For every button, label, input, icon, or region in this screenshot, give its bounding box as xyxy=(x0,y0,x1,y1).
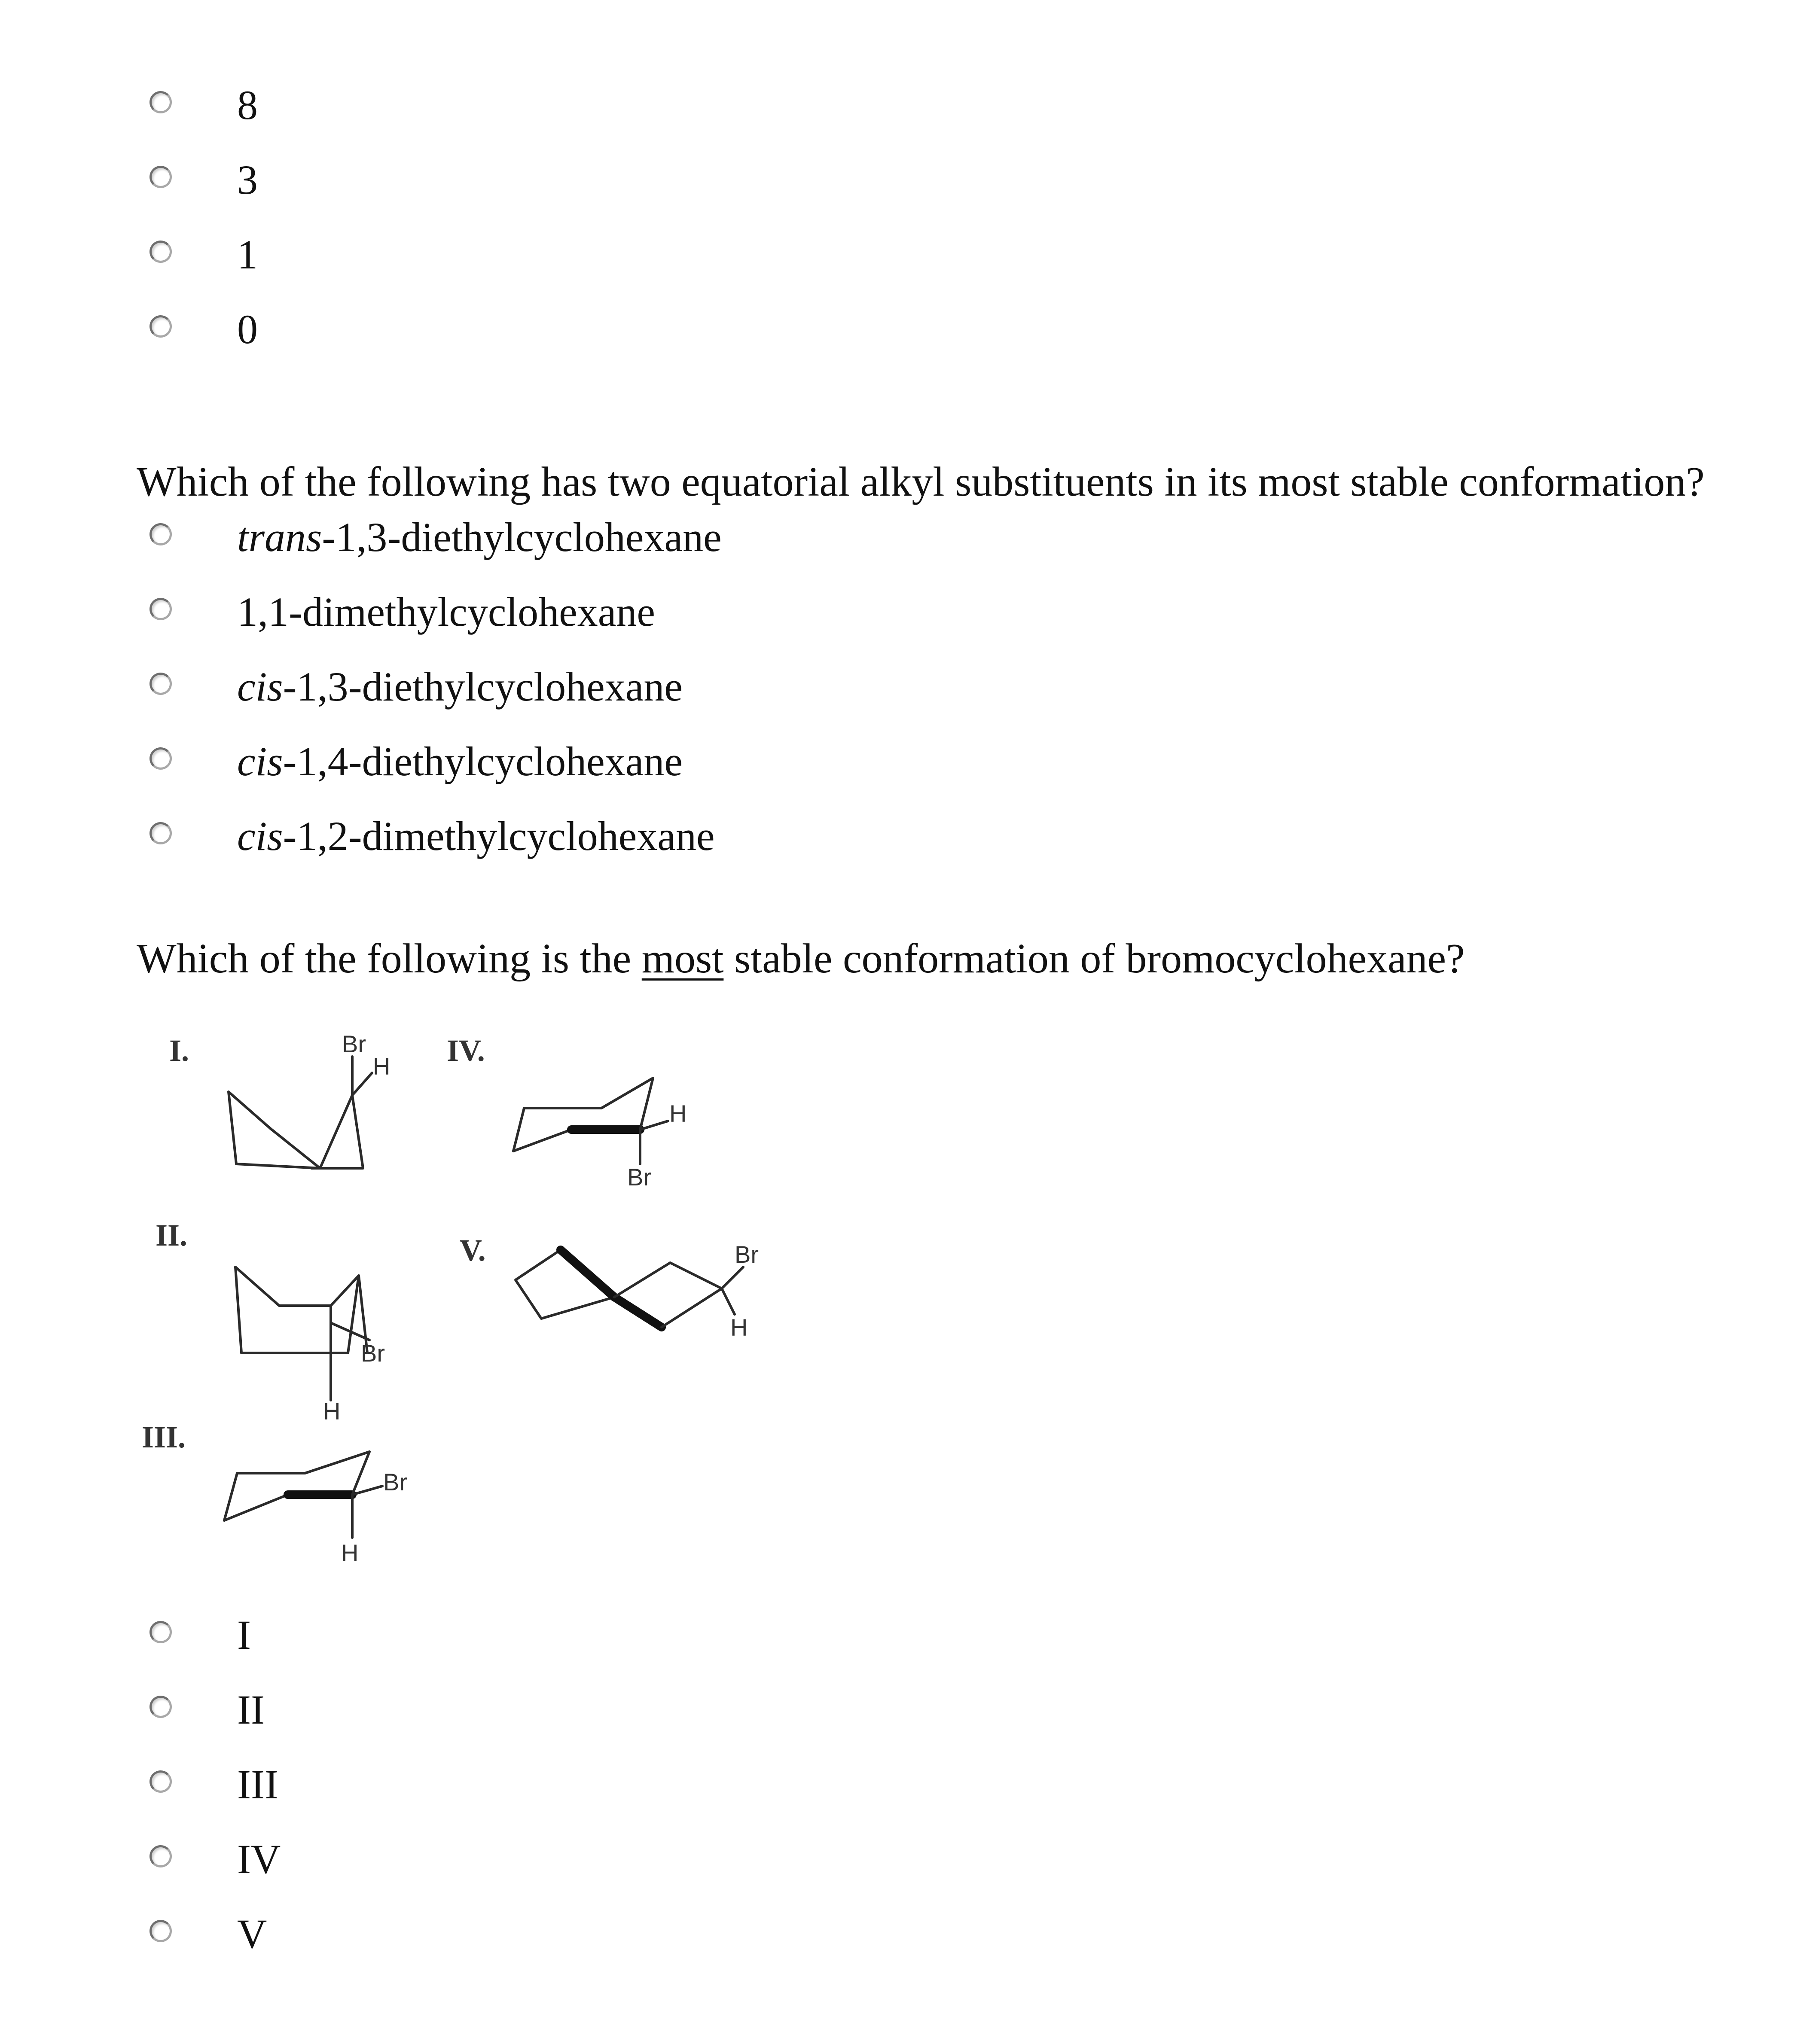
q0-option-3[interactable] xyxy=(0,231,1289,283)
ring-bonds xyxy=(235,1267,359,1306)
radio-button[interactable] xyxy=(150,166,172,188)
q1-option-5[interactable] xyxy=(0,813,1289,864)
atom-label-h: H xyxy=(341,1539,359,1566)
structure-II xyxy=(156,1218,385,1425)
option-label xyxy=(237,663,683,710)
ring-bonds xyxy=(513,1130,571,1151)
radio-button[interactable] xyxy=(150,598,172,620)
option-label: I xyxy=(237,1612,251,1658)
q1-option-1[interactable] xyxy=(0,514,1289,565)
q2-question-text xyxy=(137,933,1465,984)
radio-button[interactable] xyxy=(150,91,172,113)
q1-option-4[interactable] xyxy=(0,738,1289,789)
option-label xyxy=(237,588,655,636)
radio-button[interactable] xyxy=(150,1621,172,1643)
ring-bonds xyxy=(513,1078,653,1151)
atom-label-h: H xyxy=(373,1053,391,1080)
equatorial-bond xyxy=(640,1121,668,1130)
ring-bonds xyxy=(229,1092,320,1168)
equatorial-bond xyxy=(352,1486,382,1495)
equatorial-bond xyxy=(722,1267,743,1289)
question-part: stable conformation of bromocyclohexane? xyxy=(723,935,1465,982)
structure-I xyxy=(169,1030,390,1168)
atom-label-br: Br xyxy=(342,1030,366,1057)
option-name: -1,2-dimethylcyclohexane xyxy=(283,813,715,859)
structure-label: IV. xyxy=(447,1033,485,1068)
structure-label: II. xyxy=(156,1218,188,1252)
radio-button[interactable] xyxy=(150,747,172,770)
ring-bonds xyxy=(224,1495,288,1520)
radio-button[interactable] xyxy=(150,1920,172,1942)
radio-button[interactable] xyxy=(150,822,172,844)
q1-option-3[interactable] xyxy=(0,663,1289,715)
ring-bonds xyxy=(352,1452,369,1495)
option-prefix: cis xyxy=(237,738,283,784)
q0-option-2[interactable] xyxy=(0,156,1289,208)
structure-III xyxy=(142,1420,407,1566)
option-prefix: cis xyxy=(237,813,283,859)
q1-option-2[interactable] xyxy=(0,588,1289,640)
option-label xyxy=(237,813,715,860)
ring-bonds xyxy=(224,1452,369,1520)
question-emphasis: most xyxy=(641,935,724,982)
bold-front-bond xyxy=(614,1297,662,1327)
structure-label: I. xyxy=(169,1033,189,1068)
option-label: II xyxy=(237,1687,265,1733)
radio-button[interactable] xyxy=(150,315,172,338)
radio-button[interactable] xyxy=(150,241,172,263)
option-label: 8 xyxy=(237,82,258,128)
q0-option-4[interactable] xyxy=(0,306,1289,357)
atom-label-br: Br xyxy=(627,1164,651,1191)
option-prefix: trans xyxy=(237,514,322,560)
option-name: -1,4-diethylcyclohexane xyxy=(283,738,683,784)
structure-V xyxy=(460,1233,759,1341)
q2-option-1[interactable] xyxy=(0,1611,1289,1663)
option-label: V xyxy=(237,1911,267,1957)
option-label: 1 xyxy=(237,232,258,277)
atom-label-br: Br xyxy=(361,1340,385,1367)
structure-IV xyxy=(447,1033,686,1191)
equatorial-bond xyxy=(352,1073,372,1095)
radio-button[interactable] xyxy=(150,1845,172,1867)
atom-label-h: H xyxy=(730,1314,748,1341)
atom-label-br: Br xyxy=(383,1468,407,1496)
conformation-structures xyxy=(129,1022,816,1615)
option-label: III xyxy=(237,1761,278,1807)
radio-button[interactable] xyxy=(150,523,172,545)
ring-bonds xyxy=(614,1263,722,1327)
q0-option-1[interactable] xyxy=(0,82,1289,133)
option-label xyxy=(237,738,683,785)
axial-bond xyxy=(722,1289,735,1314)
bold-front-bond xyxy=(561,1250,614,1297)
structure-label: V. xyxy=(460,1233,486,1267)
option-name: 1,1-dimethylcyclohexane xyxy=(237,589,655,635)
q2-option-2[interactable] xyxy=(0,1686,1289,1738)
q2-option-4[interactable] xyxy=(0,1836,1289,1887)
radio-button[interactable] xyxy=(150,1696,172,1718)
option-label xyxy=(237,514,722,561)
radio-button[interactable] xyxy=(150,673,172,695)
option-name: -1,3-diethylcyclohexane xyxy=(322,514,722,560)
radio-button[interactable] xyxy=(150,1770,172,1793)
option-label: IV xyxy=(237,1836,281,1882)
q2-option-3[interactable] xyxy=(0,1761,1289,1812)
ring-bonds xyxy=(235,1267,367,1353)
option-label: 3 xyxy=(237,157,258,203)
q1-question-text: Which of the following has two equatorial alkyl substituents in its most stable conformation? xyxy=(137,459,1705,505)
option-prefix: cis xyxy=(237,664,283,710)
atom-label-h: H xyxy=(669,1100,687,1127)
ring-bonds xyxy=(229,1092,363,1168)
q2-option-5[interactable] xyxy=(0,1910,1289,1962)
option-label: 0 xyxy=(237,306,258,352)
atom-label-h: H xyxy=(323,1398,341,1425)
structure-label: III. xyxy=(142,1420,186,1454)
question-part: Which of the following is the xyxy=(137,935,642,982)
option-name: -1,3-diethylcyclohexane xyxy=(283,664,683,710)
atom-label-br: Br xyxy=(735,1241,759,1268)
